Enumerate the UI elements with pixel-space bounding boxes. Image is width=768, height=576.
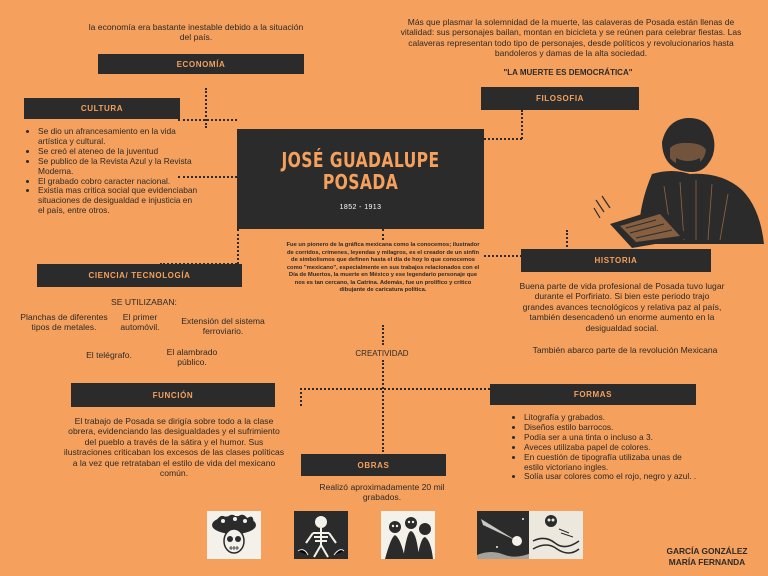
connector <box>382 229 384 240</box>
list-item: • Se publico de la Revista Azul y la Revista Moderna. <box>38 157 198 177</box>
catrina-engraving-thumbnail <box>207 511 261 559</box>
ciencia-item-planchas: Planchas de diferentes tipos de metales. <box>20 312 108 333</box>
title-line-1: JOSÉ GUADALUPE <box>281 148 440 172</box>
list-item: • Aveces utilizaba papel de colores. <box>524 443 702 453</box>
list-item: • Se dio un afrancesamiento en la vida artística y cultural. <box>38 127 198 147</box>
page-title <box>264 149 457 194</box>
historia-label: HISTORIA <box>521 249 711 272</box>
connector <box>382 360 384 452</box>
comet-engraving-thumbnail <box>477 511 531 559</box>
ciencia-intro: SE UTILIZABAN: <box>111 297 177 307</box>
connector <box>205 88 207 128</box>
connector <box>521 110 523 139</box>
connector <box>484 138 522 140</box>
filosofia-label: FILOSOFIA <box>481 87 639 110</box>
author-line-2: MARÍA FERNANDA <box>668 557 746 567</box>
obras-text: Realizó aproximadamente 20 mil grabados. <box>319 482 445 503</box>
calavera-crowd-engraving-thumbnail <box>381 511 435 559</box>
historia-text: Buena parte de vida profesional de Posada tuvo lugar durante el Porfiriato. Si bien este periodo trajo grandes avances tecnológicos y relativa paz al país, también desencadenó un enorme aumento en la desigualdad social. <box>519 281 725 333</box>
title-box <box>237 129 484 229</box>
list-item: • Litografía y grabados. <box>524 413 702 423</box>
connector <box>300 388 490 390</box>
title-years: 1852 - 1913 <box>339 203 382 211</box>
cultura-label: CULTURA <box>24 98 180 119</box>
list-item: • Se creó el ateneo de la juventud <box>38 147 198 157</box>
list-item: • El grabado cobro caracter nacional. <box>38 177 198 187</box>
obras-label: OBRAS <box>301 454 446 476</box>
connector <box>300 388 302 406</box>
ciencia-item-automovil: El primer automóvil. <box>120 312 160 333</box>
connector <box>178 119 237 121</box>
list-item: • Podía ser a una tinta o incluso a 3. <box>524 433 702 443</box>
connector <box>382 325 384 345</box>
list-item: • Solía usar colores como el rojo, negro y azul. . <box>524 472 702 482</box>
cultura-list <box>26 127 198 216</box>
title-line-2: POSADA <box>322 170 399 195</box>
ciencia-item-alambrado: El alambrado público. <box>166 347 218 368</box>
ciencia-item-telegrafo: El telégrafo. <box>86 350 132 360</box>
list-item: • Existía mas critica social que evidenciaban situaciones de desigualdad e injusticia en el país, entre otros. <box>38 186 198 216</box>
filosofia-text: Más que plasmar la solemnidad de la muerte, las calaveras de Posada están llenas de vitalidad: sus personajes bailan, montan en bicicleta y se reúnen para celebrar fiestas. Las calaveras representan todo tipo de personajes, desde políticos y revolucionarios hasta bandoleros y damas de la alta sociedad. <box>400 17 742 59</box>
ciencia-item-ferroviario: Extensión del sistema ferroviario. <box>181 316 265 337</box>
creatividad-text: CREATIVIDAD <box>355 349 409 358</box>
funcion-label: FUNCIÓN <box>71 383 275 407</box>
author-line-1: GARCÍA GONZÁLEZ <box>666 546 748 556</box>
center-description: Fue un pionero de la gráfica mexicana como la conocemos; ilustrador de corridos, crímenes, leyendas y milagros, es el creador de un sinfín de simbolismos que definen hasta el día de hoy lo que conocemos como "mexicano", especialmente en sus trabajos relacionados con el Día de Muertos, la muerte en México y ese legendario personaje que nos es tan cercano, la Catrina. Además, fue un prolífico y crítico dibujante de caricatura política. <box>286 242 480 294</box>
funcion-text: El trabajo de Posada se dirigía sobre todo a la clase obrera, evidenciando las desigualdades y el sufrimiento del pueblo a través de la sátira y el humor. Sus ilustraciones criticaban los excesos de las clases políticas a la vez que retrataban el estilo de vida del mexicano común. <box>63 416 285 479</box>
economia-text: la economía era bastante inestable debido a la situación del país. <box>88 22 304 43</box>
skull-engraving-thumbnail <box>529 511 583 559</box>
skeleton-engraving-thumbnail <box>294 511 348 559</box>
economia-label: ECONOMÍA <box>98 54 304 74</box>
formas-label: FORMAS <box>490 384 696 405</box>
historia-text-2: También abarco parte de la revolución Mexicana <box>532 345 718 355</box>
ciencia-label: CIENCIA/ TECNOLOGÍA <box>37 264 242 287</box>
list-item: • Diseños estilo barrocos. <box>524 423 702 433</box>
formas-list <box>512 413 702 482</box>
posada-portrait-illustration <box>592 112 768 248</box>
list-item: • En cuestión de tipografía utilizaba unas de estilo victoriano ingles. <box>524 453 702 473</box>
connector <box>237 229 239 264</box>
filosofia-quote: "LA MUERTE ES DEMOCRÁTICA" <box>503 68 633 77</box>
